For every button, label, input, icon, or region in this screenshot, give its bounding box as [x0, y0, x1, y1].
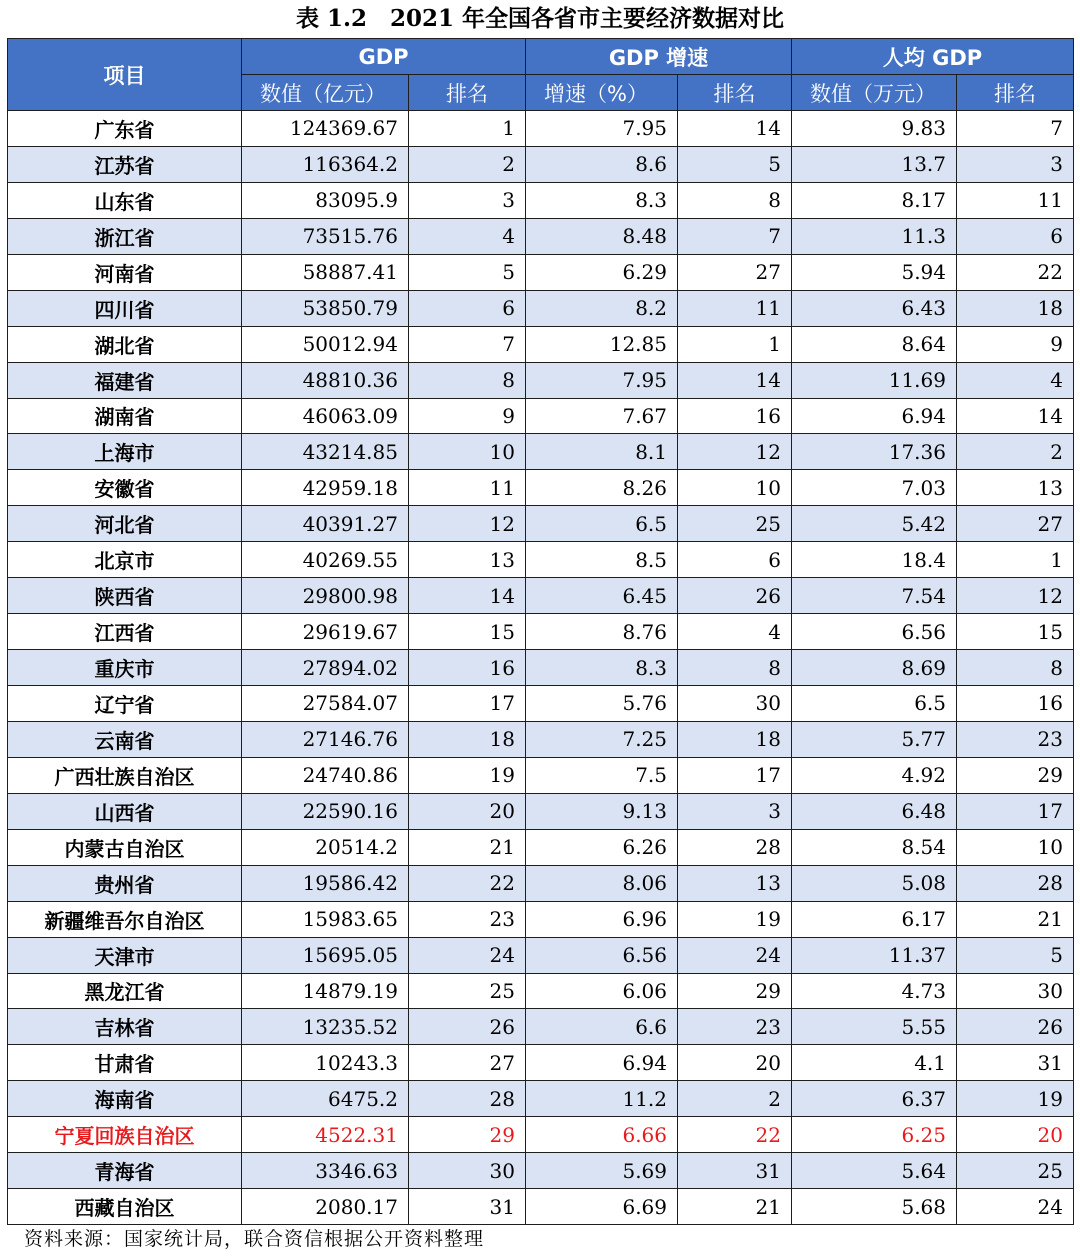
growth-value: 7.25	[526, 721, 678, 757]
table-row	[8, 865, 1074, 901]
gdp-rank: 13	[409, 542, 526, 578]
gdp-rank: 15	[409, 614, 526, 650]
growth-rank: 6	[678, 542, 792, 578]
province-name: 湖南省	[8, 398, 242, 434]
gdp-value: 116364.2	[242, 146, 409, 182]
per-capita-value: 5.68	[792, 1189, 957, 1225]
growth-rank: 10	[678, 470, 792, 506]
gdp-value: 27894.02	[242, 650, 409, 686]
province-name: 山东省	[8, 182, 242, 218]
gdp-rank: 7	[409, 326, 526, 362]
growth-value: 6.45	[526, 578, 678, 614]
per-capita-value: 11.3	[792, 218, 957, 254]
gdp-rank: 25	[409, 973, 526, 1009]
per-capita-rank: 17	[957, 793, 1074, 829]
per-capita-value: 6.17	[792, 901, 957, 937]
growth-rank: 20	[678, 1045, 792, 1081]
economic-data-table	[7, 38, 1074, 1225]
province-name: 浙江省	[8, 218, 242, 254]
gdp-rank: 12	[409, 506, 526, 542]
growth-rank: 4	[678, 614, 792, 650]
per-capita-rank: 25	[957, 1153, 1074, 1189]
growth-rank: 1	[678, 326, 792, 362]
gdp-value: 48810.36	[242, 362, 409, 398]
growth-value: 8.3	[526, 650, 678, 686]
per-capita-value: 5.64	[792, 1153, 957, 1189]
province-name: 甘肃省	[8, 1045, 242, 1081]
table-row	[8, 686, 1074, 722]
per-capita-value: 9.83	[792, 111, 957, 147]
province-name: 海南省	[8, 1081, 242, 1117]
table-row	[8, 1009, 1074, 1045]
header-row-groups	[8, 39, 1074, 75]
per-capita-rank: 3	[957, 146, 1074, 182]
per-capita-rank: 21	[957, 901, 1074, 937]
table-row	[8, 326, 1074, 362]
per-capita-value: 17.36	[792, 434, 957, 470]
province-name: 陕西省	[8, 578, 242, 614]
province-name: 安徽省	[8, 470, 242, 506]
growth-value: 6.96	[526, 901, 678, 937]
per-capita-rank: 8	[957, 650, 1074, 686]
per-capita-value: 5.42	[792, 506, 957, 542]
growth-rank: 18	[678, 721, 792, 757]
province-name: 宁夏回族自治区	[8, 1117, 242, 1153]
gdp-value: 2080.17	[242, 1189, 409, 1225]
per-capita-rank: 14	[957, 398, 1074, 434]
growth-rank: 19	[678, 901, 792, 937]
gdp-value: 46063.09	[242, 398, 409, 434]
gdp-value: 40269.55	[242, 542, 409, 578]
per-capita-value: 6.94	[792, 398, 957, 434]
per-capita-rank: 11	[957, 182, 1074, 218]
header-growth-value: 增速（%）	[526, 75, 678, 111]
gdp-value: 20514.2	[242, 829, 409, 865]
header-per-capita-value: 数值（万元）	[792, 75, 957, 111]
province-name: 内蒙古自治区	[8, 829, 242, 865]
province-name: 天津市	[8, 937, 242, 973]
table-row	[8, 434, 1074, 470]
gdp-rank: 27	[409, 1045, 526, 1081]
per-capita-rank: 27	[957, 506, 1074, 542]
growth-rank: 24	[678, 937, 792, 973]
province-name: 江苏省	[8, 146, 242, 182]
per-capita-value: 8.17	[792, 182, 957, 218]
per-capita-value: 6.56	[792, 614, 957, 650]
table-row	[8, 973, 1074, 1009]
growth-rank: 8	[678, 650, 792, 686]
header-growth-rank: 排名	[678, 75, 792, 111]
province-name: 青海省	[8, 1153, 242, 1189]
table-row	[8, 1081, 1074, 1117]
province-name: 广东省	[8, 111, 242, 147]
gdp-rank: 21	[409, 829, 526, 865]
growth-rank: 14	[678, 362, 792, 398]
gdp-value: 53850.79	[242, 290, 409, 326]
gdp-rank: 29	[409, 1117, 526, 1153]
table-row	[8, 757, 1074, 793]
gdp-rank: 4	[409, 218, 526, 254]
gdp-rank: 8	[409, 362, 526, 398]
growth-rank: 17	[678, 757, 792, 793]
growth-rank: 29	[678, 973, 792, 1009]
per-capita-value: 6.5	[792, 686, 957, 722]
growth-rank: 5	[678, 146, 792, 182]
province-name: 重庆市	[8, 650, 242, 686]
growth-value: 6.5	[526, 506, 678, 542]
gdp-rank: 10	[409, 434, 526, 470]
per-capita-value: 4.73	[792, 973, 957, 1009]
per-capita-value: 8.64	[792, 326, 957, 362]
table-row	[8, 793, 1074, 829]
per-capita-rank: 31	[957, 1045, 1074, 1081]
gdp-value: 29619.67	[242, 614, 409, 650]
gdp-rank: 22	[409, 865, 526, 901]
growth-value: 6.56	[526, 937, 678, 973]
growth-rank: 22	[678, 1117, 792, 1153]
growth-rank: 28	[678, 829, 792, 865]
province-name: 上海市	[8, 434, 242, 470]
table-row	[8, 829, 1074, 865]
per-capita-rank: 9	[957, 326, 1074, 362]
province-name: 湖北省	[8, 326, 242, 362]
per-capita-rank: 16	[957, 686, 1074, 722]
gdp-value: 15983.65	[242, 901, 409, 937]
per-capita-rank: 19	[957, 1081, 1074, 1117]
gdp-value: 73515.76	[242, 218, 409, 254]
table-title: 表 1.2 2021 年全国各省市主要经济数据对比	[295, 5, 785, 32]
per-capita-value: 8.69	[792, 650, 957, 686]
per-capita-rank: 2	[957, 434, 1074, 470]
province-name: 山西省	[8, 793, 242, 829]
growth-rank: 26	[678, 578, 792, 614]
growth-value: 8.2	[526, 290, 678, 326]
per-capita-rank: 13	[957, 470, 1074, 506]
per-capita-rank: 5	[957, 937, 1074, 973]
header-item: 项目	[8, 39, 242, 111]
growth-value: 9.13	[526, 793, 678, 829]
growth-value: 6.69	[526, 1189, 678, 1225]
per-capita-value: 6.25	[792, 1117, 957, 1153]
growth-rank: 25	[678, 506, 792, 542]
per-capita-value: 11.69	[792, 362, 957, 398]
growth-rank: 7	[678, 218, 792, 254]
gdp-value: 43214.85	[242, 434, 409, 470]
gdp-rank: 24	[409, 937, 526, 973]
gdp-rank: 5	[409, 254, 526, 290]
header-gdp-rank: 排名	[409, 75, 526, 111]
table-row	[8, 290, 1074, 326]
growth-rank: 13	[678, 865, 792, 901]
table-row	[8, 362, 1074, 398]
header-gdp-value: 数值（亿元）	[242, 75, 409, 111]
per-capita-rank: 10	[957, 829, 1074, 865]
per-capita-rank: 28	[957, 865, 1074, 901]
per-capita-rank: 23	[957, 721, 1074, 757]
growth-value: 5.69	[526, 1153, 678, 1189]
growth-rank: 11	[678, 290, 792, 326]
province-name: 河北省	[8, 506, 242, 542]
per-capita-value: 8.54	[792, 829, 957, 865]
per-capita-rank: 18	[957, 290, 1074, 326]
growth-rank: 8	[678, 182, 792, 218]
gdp-rank: 30	[409, 1153, 526, 1189]
gdp-value: 6475.2	[242, 1081, 409, 1117]
header-per-capita-rank: 排名	[957, 75, 1074, 111]
gdp-rank: 3	[409, 182, 526, 218]
growth-value: 6.6	[526, 1009, 678, 1045]
gdp-value: 22590.16	[242, 793, 409, 829]
per-capita-value: 6.48	[792, 793, 957, 829]
per-capita-rank: 7	[957, 111, 1074, 147]
per-capita-rank: 22	[957, 254, 1074, 290]
province-name: 四川省	[8, 290, 242, 326]
gdp-value: 13235.52	[242, 1009, 409, 1045]
per-capita-value: 5.77	[792, 721, 957, 757]
gdp-value: 40391.27	[242, 506, 409, 542]
growth-value: 6.26	[526, 829, 678, 865]
per-capita-rank: 1	[957, 542, 1074, 578]
growth-rank: 16	[678, 398, 792, 434]
province-name: 河南省	[8, 254, 242, 290]
gdp-rank: 14	[409, 578, 526, 614]
growth-rank: 12	[678, 434, 792, 470]
growth-value: 8.5	[526, 542, 678, 578]
province-name: 江西省	[8, 614, 242, 650]
per-capita-value: 6.43	[792, 290, 957, 326]
growth-value: 8.1	[526, 434, 678, 470]
table-row	[8, 721, 1074, 757]
gdp-value: 24740.86	[242, 757, 409, 793]
growth-rank: 27	[678, 254, 792, 290]
province-name: 辽宁省	[8, 686, 242, 722]
table-row	[8, 1045, 1074, 1081]
growth-value: 6.29	[526, 254, 678, 290]
per-capita-value: 7.03	[792, 470, 957, 506]
growth-value: 8.6	[526, 146, 678, 182]
gdp-rank: 2	[409, 146, 526, 182]
gdp-value: 58887.41	[242, 254, 409, 290]
province-name: 广西壮族自治区	[8, 757, 242, 793]
per-capita-value: 18.4	[792, 542, 957, 578]
growth-value: 8.26	[526, 470, 678, 506]
table-row	[8, 1189, 1074, 1225]
per-capita-value: 4.1	[792, 1045, 957, 1081]
table-row	[8, 542, 1074, 578]
source-note: 资料来源：国家统计局，联合资信根据公开资料整理	[24, 1228, 485, 1250]
header-gdp: GDP	[242, 39, 526, 75]
gdp-value: 14879.19	[242, 973, 409, 1009]
per-capita-rank: 26	[957, 1009, 1074, 1045]
gdp-rank: 16	[409, 650, 526, 686]
table-row	[8, 470, 1074, 506]
per-capita-rank: 4	[957, 362, 1074, 398]
growth-value: 6.06	[526, 973, 678, 1009]
table-row	[8, 254, 1074, 290]
per-capita-value: 7.54	[792, 578, 957, 614]
table-row	[8, 937, 1074, 973]
table-body	[8, 111, 1074, 1225]
province-name: 黑龙江省	[8, 973, 242, 1009]
per-capita-value: 11.37	[792, 937, 957, 973]
table-row	[8, 901, 1074, 937]
gdp-value: 83095.9	[242, 182, 409, 218]
per-capita-value: 13.7	[792, 146, 957, 182]
gdp-rank: 9	[409, 398, 526, 434]
table-row	[8, 398, 1074, 434]
growth-value: 8.06	[526, 865, 678, 901]
gdp-rank: 23	[409, 901, 526, 937]
growth-value: 8.76	[526, 614, 678, 650]
gdp-rank: 17	[409, 686, 526, 722]
province-name: 新疆维吾尔自治区	[8, 901, 242, 937]
gdp-value: 27584.07	[242, 686, 409, 722]
per-capita-value: 5.94	[792, 254, 957, 290]
growth-value: 12.85	[526, 326, 678, 362]
gdp-rank: 18	[409, 721, 526, 757]
gdp-rank: 11	[409, 470, 526, 506]
growth-value: 7.95	[526, 362, 678, 398]
gdp-rank: 20	[409, 793, 526, 829]
per-capita-rank: 30	[957, 973, 1074, 1009]
growth-rank: 2	[678, 1081, 792, 1117]
table-row	[8, 650, 1074, 686]
table-row	[8, 218, 1074, 254]
gdp-value: 19586.42	[242, 865, 409, 901]
gdp-value: 10243.3	[242, 1045, 409, 1081]
province-name: 福建省	[8, 362, 242, 398]
table-row	[8, 111, 1074, 147]
growth-value: 11.2	[526, 1081, 678, 1117]
per-capita-rank: 24	[957, 1189, 1074, 1225]
gdp-rank: 26	[409, 1009, 526, 1045]
table-row	[8, 578, 1074, 614]
growth-value: 6.66	[526, 1117, 678, 1153]
gdp-value: 50012.94	[242, 326, 409, 362]
growth-value: 6.94	[526, 1045, 678, 1081]
per-capita-value: 5.55	[792, 1009, 957, 1045]
per-capita-value: 6.37	[792, 1081, 957, 1117]
province-name: 云南省	[8, 721, 242, 757]
growth-rank: 31	[678, 1153, 792, 1189]
growth-rank: 21	[678, 1189, 792, 1225]
header-gdp-per-capita: 人均 GDP	[792, 39, 1074, 75]
gdp-value: 29800.98	[242, 578, 409, 614]
gdp-value: 4522.31	[242, 1117, 409, 1153]
province-name: 贵州省	[8, 865, 242, 901]
gdp-value: 27146.76	[242, 721, 409, 757]
table-row	[8, 182, 1074, 218]
per-capita-rank: 15	[957, 614, 1074, 650]
growth-value: 5.76	[526, 686, 678, 722]
province-name: 吉林省	[8, 1009, 242, 1045]
gdp-value: 3346.63	[242, 1153, 409, 1189]
growth-value: 8.48	[526, 218, 678, 254]
growth-value: 7.5	[526, 757, 678, 793]
gdp-value: 15695.05	[242, 937, 409, 973]
growth-rank: 3	[678, 793, 792, 829]
table-row	[8, 1153, 1074, 1189]
per-capita-rank: 20	[957, 1117, 1074, 1153]
province-name: 西藏自治区	[8, 1189, 242, 1225]
table-row	[8, 614, 1074, 650]
gdp-rank: 1	[409, 111, 526, 147]
gdp-rank: 28	[409, 1081, 526, 1117]
growth-value: 7.95	[526, 111, 678, 147]
per-capita-rank: 12	[957, 578, 1074, 614]
table-row	[8, 1117, 1074, 1153]
per-capita-value: 5.08	[792, 865, 957, 901]
gdp-value: 42959.18	[242, 470, 409, 506]
header-gdp-growth: GDP 增速	[526, 39, 792, 75]
gdp-rank: 31	[409, 1189, 526, 1225]
gdp-rank: 19	[409, 757, 526, 793]
growth-rank: 14	[678, 111, 792, 147]
growth-rank: 30	[678, 686, 792, 722]
per-capita-value: 4.92	[792, 757, 957, 793]
gdp-rank: 6	[409, 290, 526, 326]
growth-value: 7.67	[526, 398, 678, 434]
province-name: 北京市	[8, 542, 242, 578]
per-capita-rank: 29	[957, 757, 1074, 793]
gdp-value: 124369.67	[242, 111, 409, 147]
table-row	[8, 146, 1074, 182]
per-capita-rank: 6	[957, 218, 1074, 254]
growth-value: 8.3	[526, 182, 678, 218]
table-row	[8, 506, 1074, 542]
growth-rank: 23	[678, 1009, 792, 1045]
